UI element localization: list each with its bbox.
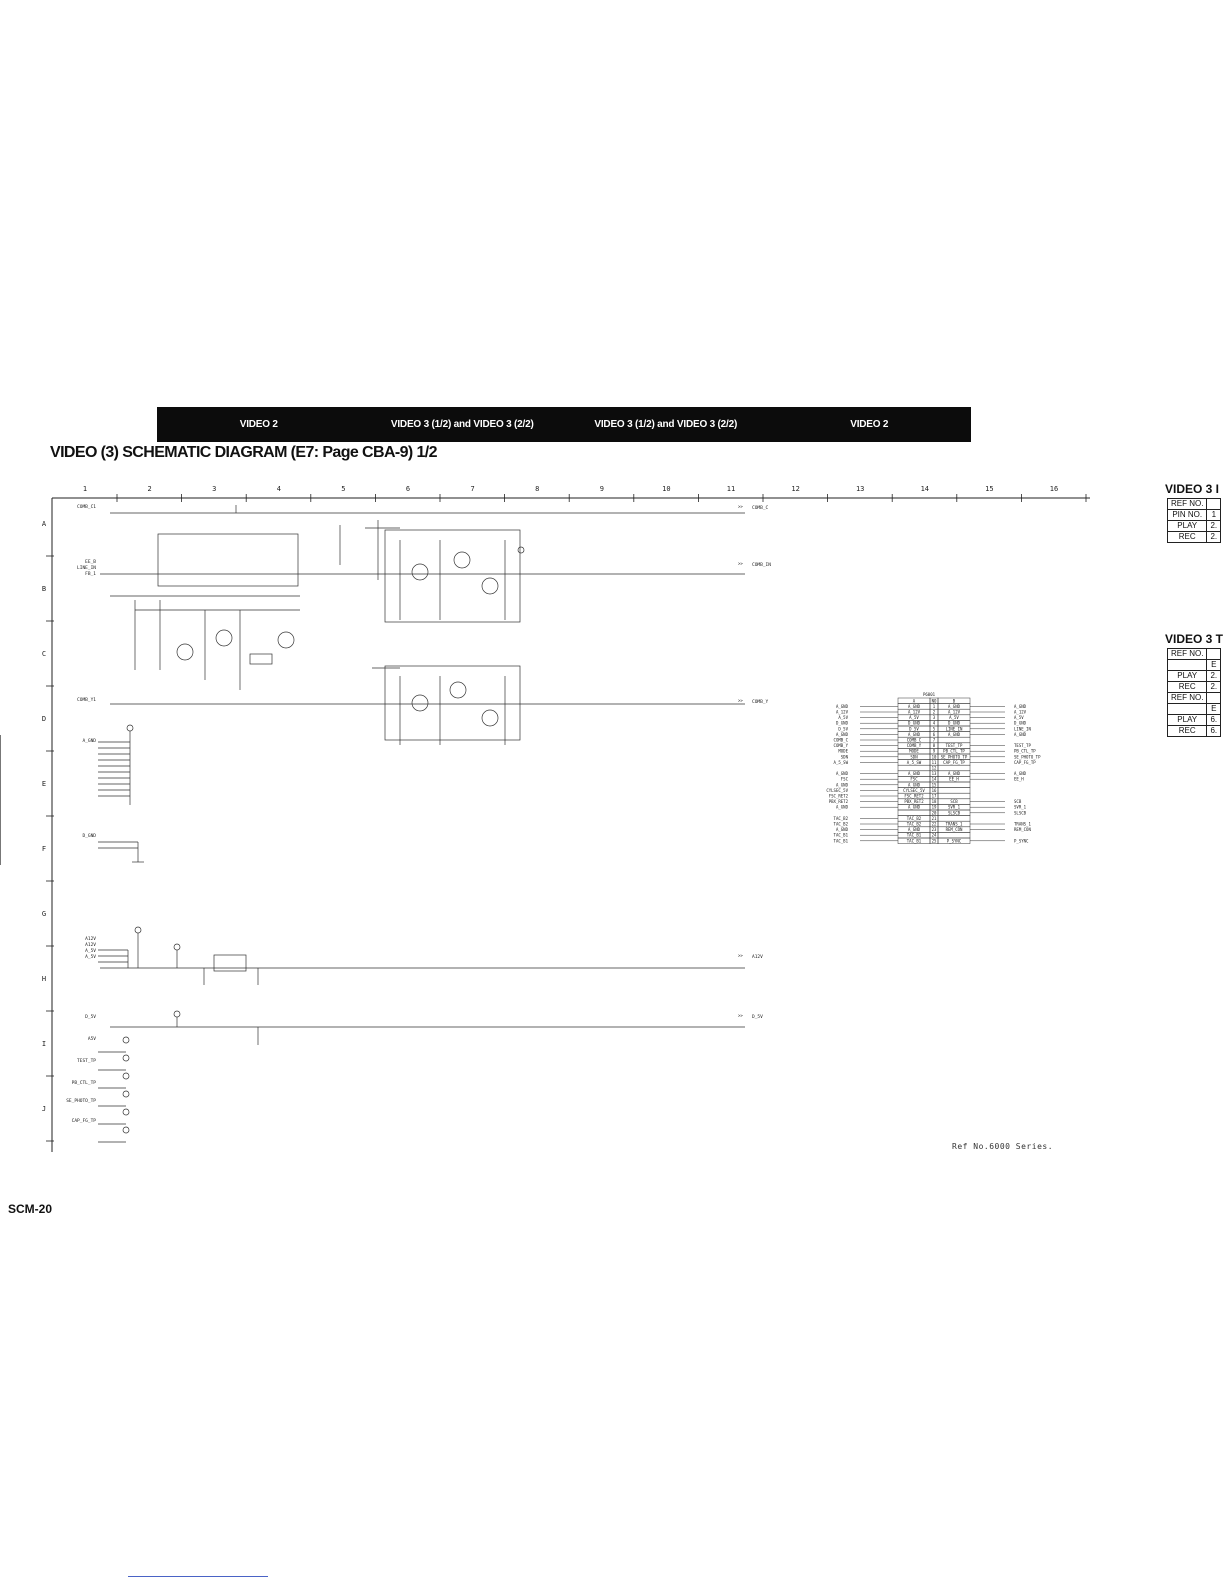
connector-cell: TAC_B2: [906, 821, 922, 827]
table-row: [1168, 532, 1221, 543]
signal-label: D_GND: [82, 834, 96, 839]
connector-header: NO: [931, 698, 937, 704]
connector-cell: 22: [931, 821, 937, 827]
connector-cell: 9: [932, 748, 936, 754]
table-row: [1168, 521, 1221, 532]
nav-tab-video3-a[interactable]: VIDEO 3 (1/2) and VIDEO 3 (2/2): [390, 419, 534, 430]
table-cell: [1168, 704, 1207, 715]
left-edge-bar: [0, 735, 1, 865]
reference-note: Ref No.6000 Series.: [952, 1142, 1054, 1151]
connector-net-left: A_GND: [835, 782, 848, 788]
signal-label: TEST_TP: [77, 1059, 96, 1064]
grid-row-label: H: [41, 975, 47, 983]
connector-cell: 10: [931, 754, 937, 760]
grid-column-label: 2: [147, 485, 152, 493]
connector-cell: COMB_C: [906, 737, 922, 743]
table-row: [1168, 660, 1221, 671]
connector-cell: D_GND: [947, 720, 961, 726]
table-cell: [1207, 499, 1221, 510]
connector-net-left: SDN: [840, 754, 848, 760]
connector-net-left: PBX_RET2: [828, 799, 848, 805]
signal-label: FB_1: [85, 572, 96, 577]
grid-column-label: 5: [341, 485, 346, 493]
connector-net-right: A_5V: [1014, 715, 1024, 721]
connector-cell: FSC_RET2: [904, 793, 924, 799]
connector-net-left: TAC_B2: [833, 815, 848, 821]
signal-label: D_5V: [752, 1015, 763, 1020]
connector-cell: 23: [931, 827, 937, 833]
connector-net-right: EE_H: [1014, 776, 1024, 782]
connector-cell: REM_CON: [945, 827, 963, 833]
nav-tab-video3-b[interactable]: VIDEO 3 (1/2) and VIDEO 3 (2/2): [594, 419, 738, 430]
connector-net-left: COMB_Y: [833, 743, 848, 749]
signal-label: COMB_Y: [752, 700, 769, 705]
connector-cell: 3: [932, 715, 936, 721]
connector-name: P6001: [922, 692, 936, 697]
nav-tab-video2-right[interactable]: VIDEO 2: [850, 419, 889, 430]
connector-cell: 19: [931, 804, 937, 810]
table-cell: [1207, 649, 1221, 660]
table-cell: 2.: [1207, 682, 1221, 693]
table-row: [1168, 649, 1221, 660]
table-row: [1168, 682, 1221, 693]
connector-net-left: TAC_B2: [833, 821, 848, 827]
connector-cell: 5: [932, 726, 936, 732]
grid-column-label: 3: [212, 485, 217, 493]
signal-label: SE_PHOTO_TP: [66, 1099, 96, 1104]
connector-cell: 11: [931, 759, 937, 765]
grid-column-label: 11: [726, 485, 736, 493]
table-cell: 2.: [1207, 521, 1221, 532]
table-cell: 2.: [1207, 532, 1221, 543]
connector-net-left: A_5_SW: [833, 759, 848, 765]
grid-row-label: J: [41, 1105, 47, 1113]
connector-net-left: D_GND: [835, 720, 848, 726]
grid-column-label: 13: [855, 485, 865, 493]
connector-cell: A_GND: [907, 771, 921, 777]
connector-net-left: A_GND: [835, 771, 848, 777]
connector-cell: PB_CTL_TP: [943, 748, 965, 754]
table-cell: REF NO.: [1168, 649, 1207, 660]
connector-net-left: A_5V: [838, 715, 848, 721]
connector-cell: PBX_RET2: [904, 799, 924, 805]
signal-label: COMB_C: [752, 506, 769, 511]
connector-cell: 12: [931, 765, 937, 771]
signal-label: A12V: [752, 955, 763, 960]
grid-column-label: 12: [791, 485, 800, 493]
signal-label: A12V: [85, 943, 96, 948]
connector-net-left: CYLSEC_5V: [826, 787, 848, 793]
connector-cell: 7: [932, 737, 936, 743]
connector-cell: FSC: [910, 776, 918, 782]
grid-row-label: F: [41, 845, 47, 853]
grid-column-label: 9: [599, 485, 604, 493]
connector-net-right: SE_PHOTO_TP: [1014, 754, 1041, 760]
table-cell: E: [1207, 660, 1221, 671]
grid-column-label: 4: [276, 485, 281, 493]
grid-row-label: C: [41, 650, 47, 658]
signal-arrow: >>: [738, 698, 743, 703]
table-cell: REC: [1168, 532, 1207, 543]
connector-cell: A_GND: [907, 782, 921, 788]
connector-cell: SCB: [950, 799, 958, 805]
page-title: VIDEO (3) SCHEMATIC DIAGRAM (E7: Page CBA-9) 1/2: [50, 444, 437, 461]
connector-cell: CYLSEC_5V: [903, 787, 925, 793]
connector-cell: 17: [931, 793, 937, 799]
connector-cell: 4: [932, 720, 936, 726]
connector-cell: A_GND: [907, 703, 921, 709]
connector-cell: TAC_B1: [906, 832, 922, 838]
connector-cell: D_5V: [909, 726, 919, 732]
table-cell: E: [1207, 704, 1221, 715]
grid-row-label: E: [41, 780, 47, 788]
connector-net-left: FSC: [840, 776, 848, 782]
transistor-voltage-table: [1167, 648, 1221, 737]
connector-net-left: A_GND: [835, 804, 848, 810]
table-cell: REF NO.: [1168, 693, 1207, 704]
connector-cell: A_12V: [907, 709, 921, 715]
table-row: [1168, 499, 1221, 510]
connector-cell: A_5V: [909, 715, 919, 721]
signal-label: A_5V: [85, 949, 96, 954]
table-row: [1168, 726, 1221, 737]
connector-net-right: A_GND: [1014, 771, 1027, 777]
connector-cell: 2: [932, 709, 936, 715]
connector-net-right: A_GND: [1014, 731, 1027, 737]
grid-column-label: 10: [662, 485, 671, 493]
connector-net-right: D_GND: [1014, 720, 1027, 726]
grid-column-label: 15: [985, 485, 994, 493]
connector-cell: A_GND: [947, 771, 961, 777]
table-cell: REC: [1168, 682, 1207, 693]
connector-cell: 14: [931, 776, 937, 782]
connector-net-left: A_GND: [835, 731, 848, 737]
connector-net-right: A_12V: [1014, 709, 1027, 715]
signal-arrow: >>: [738, 1013, 743, 1018]
connector-net-right: TRANS_1: [1014, 821, 1031, 827]
table-cell: PLAY: [1168, 521, 1207, 532]
connector-net-right: A_GND: [1014, 703, 1027, 709]
connector-net-right: PB_CTL_TP: [1014, 748, 1036, 754]
connector-net-right: REM_CON: [1014, 827, 1031, 833]
signal-label: A12V: [85, 937, 96, 942]
signal-label: COMB_IN: [752, 563, 771, 568]
signal-label: LINE_IN: [77, 566, 96, 571]
connector-cell: A_5V: [949, 715, 959, 721]
connector-cell: 21: [931, 815, 937, 821]
connector-cell: LINE_IN: [945, 726, 963, 732]
connector-cell: A_GND: [907, 731, 921, 737]
table-cell: REC: [1168, 726, 1207, 737]
ic-voltage-table: [1167, 498, 1221, 543]
grid-column-label: 6: [405, 485, 411, 493]
connector-net-left: TAC_B1: [833, 832, 848, 838]
signal-arrow: >>: [738, 953, 743, 958]
signal-arrow: >>: [738, 504, 743, 509]
table-cell: PIN NO.: [1168, 510, 1207, 521]
connector-cell: A_GND: [947, 731, 961, 737]
signal-label: D_5V: [85, 1015, 96, 1020]
transistor-voltage-title: VIDEO 3 T: [1165, 632, 1224, 646]
connector-cell: SLSCB: [947, 810, 961, 816]
connector-cell: 8: [932, 743, 936, 749]
table-cell: 1: [1207, 510, 1221, 521]
connector-cell: SDN: [910, 754, 918, 760]
signal-label: EE_B: [85, 560, 96, 565]
connector-cell: 15: [931, 782, 937, 788]
table-cell: [1168, 660, 1207, 671]
connector-net-left: MODE: [838, 748, 848, 754]
signal-label: COMB_Y1: [77, 698, 96, 703]
bottom-link-underline[interactable]: [128, 1576, 268, 1577]
signal-label: A5V: [87, 1037, 96, 1042]
connector-cell: TEST_TP: [945, 743, 963, 749]
connector-cell: A_5_SW: [906, 759, 922, 765]
grid-row-label: A: [41, 520, 47, 528]
connector-cell: A_GND: [907, 804, 921, 810]
table-row: [1168, 715, 1221, 726]
table-row: [1168, 693, 1221, 704]
page-code: SCM-20: [8, 1202, 53, 1216]
table-cell: 2.: [1207, 671, 1221, 682]
connector-net-left: D_5V: [838, 726, 848, 732]
grid-column-label: 14: [920, 485, 930, 493]
table-cell: PLAY: [1168, 671, 1207, 682]
connector-net-left: COMB_C: [833, 737, 848, 743]
grid-row-label: B: [41, 585, 47, 593]
grid-column-label: 7: [470, 485, 475, 493]
connector-net-right: TEST_TP: [1014, 743, 1031, 749]
table-row: [1168, 671, 1221, 682]
connector-net-right: SCB: [1014, 799, 1022, 805]
connector-net-left: A_GND: [835, 703, 848, 709]
connector-cell: TAC_B2: [906, 815, 922, 821]
connector-net-right: P_SYNC: [1014, 838, 1029, 844]
signal-label: COMB_C1: [77, 505, 96, 510]
connector-cell: TAC_B1: [906, 838, 922, 844]
connector-cell: 13: [931, 771, 937, 777]
table-cell: 6.: [1207, 715, 1221, 726]
connector-header: A: [912, 698, 916, 704]
connector-cell: 24: [931, 832, 937, 838]
signal-arrow: >>: [738, 561, 743, 566]
table-cell: 6.: [1207, 726, 1221, 737]
connector-net-left: A_12V: [835, 709, 848, 715]
connector-net-right: SVR_1: [1014, 804, 1027, 810]
connector-cell: 25: [931, 838, 937, 844]
connector-net-right: CAP_FG_TP: [1014, 759, 1036, 765]
connector-cell: SE_PHOTO_TP: [940, 754, 968, 760]
table-cell: PLAY: [1168, 715, 1207, 726]
table-row: [1168, 704, 1221, 715]
connector-cell: A_12V: [947, 709, 961, 715]
connector-cell: 20: [931, 810, 937, 816]
connector-cell: COMB_Y: [906, 743, 922, 749]
connector-cell: 6: [932, 731, 936, 737]
table-row: [1168, 510, 1221, 521]
ic-voltage-title: VIDEO 3 I: [1165, 482, 1220, 496]
connector-cell: 18: [931, 799, 937, 805]
connector-cell: MODE: [909, 748, 919, 754]
table-cell: [1207, 693, 1221, 704]
nav-tab-video2-left[interactable]: VIDEO 2: [239, 419, 278, 430]
connector-cell: A_GND: [947, 703, 961, 709]
grid-row-label: D: [41, 715, 47, 723]
grid-column-label: 1: [82, 485, 88, 493]
connector-cell: P_SYNC: [946, 838, 962, 844]
connector-cell: A_GND: [907, 827, 921, 833]
connector-net-left: FSC_RET2: [828, 793, 848, 799]
grid-column-label: 8: [535, 485, 540, 493]
signal-label: PB_CTL_TP: [71, 1081, 96, 1086]
connector-net-right: LINE_IN: [1014, 726, 1031, 732]
connector-cell: 1: [932, 703, 936, 709]
table-cell: REF NO.: [1168, 499, 1207, 510]
connector-net-right: SLSCB: [1014, 810, 1027, 816]
connector-cell: D_GND: [907, 720, 921, 726]
connector-cell: TRANS_1: [945, 821, 963, 827]
connector-cell: CAP_FG_TP: [943, 759, 965, 765]
connector-net-left: TAC_B1: [833, 838, 848, 844]
connector-header: B: [952, 698, 956, 704]
connector-cell: EE_H: [949, 776, 959, 782]
signal-label: A_5V: [85, 955, 96, 960]
connector-cell: 16: [931, 787, 937, 793]
signal-label: CAP_FG_TP: [71, 1119, 96, 1124]
grid-column-label: 16: [1049, 485, 1059, 493]
grid-row-label: G: [41, 910, 47, 918]
connector-cell: SVR_1: [947, 804, 961, 810]
grid-row-label: I: [41, 1040, 47, 1048]
signal-label: A_GND: [82, 739, 96, 744]
connector-net-left: A_GND: [835, 827, 848, 833]
